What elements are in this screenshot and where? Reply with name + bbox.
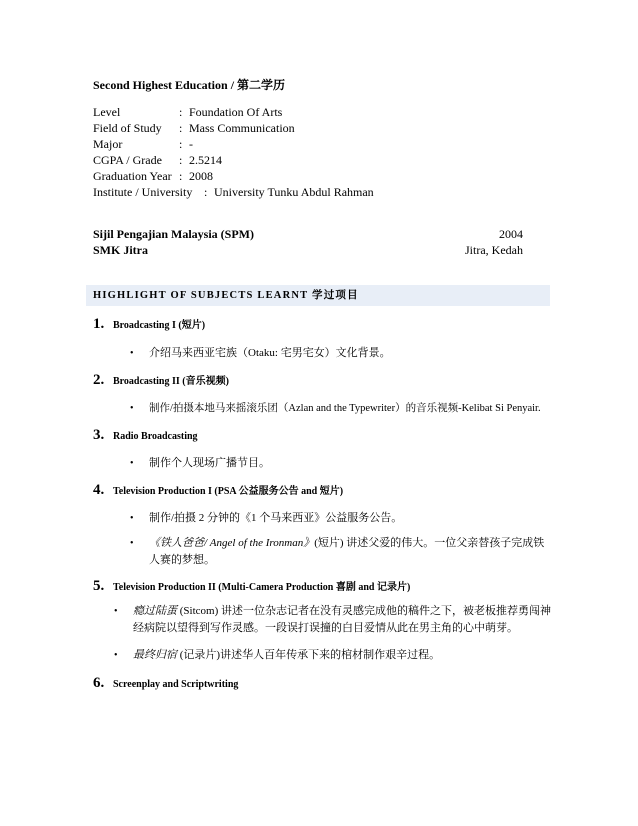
highlight-heading: HIGHLIGHT OF SUBJECTS LEARNT 学过项目 bbox=[86, 285, 550, 306]
subject-title: Broadcasting II (音乐视频) bbox=[113, 376, 229, 387]
major-label: Major bbox=[93, 137, 123, 151]
spm-row bbox=[93, 227, 523, 242]
subject-heading bbox=[93, 316, 205, 333]
education-row-institute: Institute / University : University Tunku Abdul Rahman bbox=[93, 185, 374, 199]
bullet-icon: • bbox=[130, 458, 134, 469]
bullet-item bbox=[130, 455, 539, 472]
subject-heading bbox=[93, 427, 198, 444]
subject-number: 1. bbox=[93, 316, 105, 332]
bullet-icon: • bbox=[130, 403, 134, 414]
bullet-icon: • bbox=[130, 538, 134, 549]
school-name: SMK Jitra bbox=[93, 243, 148, 257]
subject-heading bbox=[93, 675, 238, 692]
bullet-text: 介绍马来西亚宅族（Otaku: 宅男宅女）文化背景。 bbox=[149, 347, 391, 359]
institute-value: University Tunku Abdul Rahman bbox=[214, 185, 374, 199]
subject-number: 5. bbox=[93, 578, 105, 594]
subject-number: 3. bbox=[93, 427, 105, 443]
subject-heading bbox=[93, 578, 410, 595]
subject-number: 4. bbox=[93, 482, 105, 498]
bullet-text: 制作/拍摄 2 分钟的《1 个马来西亚》公益服务公告。 bbox=[149, 512, 403, 524]
education-row-level: Level : Foundation Of Arts bbox=[93, 105, 283, 119]
film-title: 《铁人爸爸/ Angel of the Ironman》 bbox=[149, 537, 315, 549]
bullet-icon: • bbox=[130, 513, 134, 524]
subject-heading bbox=[93, 372, 229, 389]
subject-number: 2. bbox=[93, 372, 105, 388]
bullet-item bbox=[130, 400, 569, 417]
sitcom-title: 瘾过陆蛋 bbox=[133, 605, 177, 617]
documentary-title: 最终归宿 bbox=[133, 649, 177, 661]
school-location: Jitra, Kedah bbox=[465, 243, 523, 257]
bullet-icon: • bbox=[114, 606, 118, 617]
subject-title: Screenplay and Scriptwriting bbox=[113, 679, 239, 690]
level-value: Foundation Of Arts bbox=[189, 105, 283, 119]
education-row-field: Field of Study : Mass Communication bbox=[93, 121, 295, 135]
graduation-label: Graduation Year bbox=[93, 169, 172, 183]
bullet-text: 制作个人现场广播节目。 bbox=[149, 457, 270, 469]
education-row-graduation: Graduation Year : 2008 bbox=[93, 169, 213, 183]
bullet-item bbox=[130, 345, 539, 362]
second-education-title: Second Highest Education / 第二学历 bbox=[93, 78, 286, 92]
education-details bbox=[93, 104, 553, 200]
subject-heading bbox=[93, 482, 343, 499]
bullet-text: 制作/拍摄本地马来摇滚乐团（Azlan and the Typewriter）的音乐视频-Kelibat Si Penyair. bbox=[149, 403, 541, 414]
bullet-text: (Sitcom) 讲述一位杂志记者在没有灵感完成他的稿件之下，被老板推荐勇闯神经病院以望得到写作灵感。一段误打误撞的白目爱情从此在男主角的心中萌芽。 bbox=[133, 605, 551, 634]
subject-title: Television Production II (Multi-Camera Production 喜剧 and 记录片) bbox=[113, 582, 411, 593]
subject-number: 6. bbox=[93, 675, 105, 691]
school-row bbox=[93, 243, 523, 258]
spm-year: 2004 bbox=[499, 227, 523, 241]
bullet-item bbox=[114, 647, 553, 664]
subject-title: Television Production I (PSA 公益服务公告 and 短片) bbox=[113, 486, 344, 497]
education-row-cgpa: CGPA / Grade : 2.5214 bbox=[93, 153, 222, 167]
bullet-item bbox=[130, 535, 549, 569]
bullet-icon: • bbox=[114, 650, 118, 661]
cgpa-label: CGPA / Grade bbox=[93, 153, 162, 167]
subject-title: Broadcasting I (短片) bbox=[113, 320, 206, 331]
education-row-major: Major : - bbox=[93, 137, 193, 151]
spm-name: Sijil Pengajian Malaysia (SPM) bbox=[93, 227, 254, 241]
bullet-item bbox=[130, 510, 539, 527]
level-label: Level bbox=[93, 105, 121, 119]
bullet-item bbox=[114, 603, 553, 637]
bullet-icon: • bbox=[130, 348, 134, 359]
graduation-value: 2008 bbox=[189, 169, 213, 183]
cgpa-value: 2.5214 bbox=[189, 153, 222, 167]
bullet-text: (记录片)讲述华人百年传承下来的棺材制作艰辛过程。 bbox=[177, 649, 441, 661]
field-label: Field of Study bbox=[93, 121, 162, 135]
major-value: - bbox=[189, 137, 193, 151]
field-value: Mass Communication bbox=[189, 121, 295, 135]
subject-title: Radio Broadcasting bbox=[113, 431, 198, 442]
institute-label: Institute / University bbox=[93, 185, 193, 199]
bullet-text: (短片) 讲述父爱的伟大。一位父亲替孩子完成铁人赛的梦想。 bbox=[149, 537, 545, 566]
